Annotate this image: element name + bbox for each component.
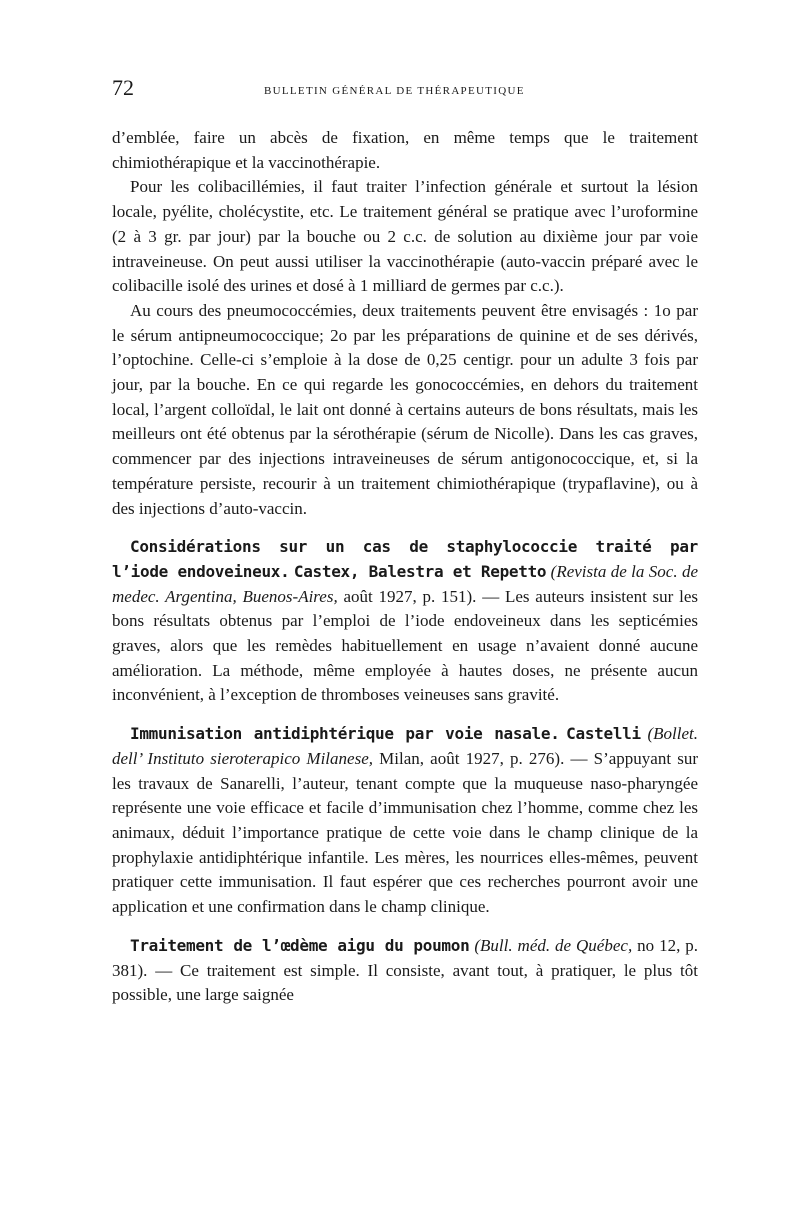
abstract-source: (Bull. méd. de Québec, <box>474 935 633 955</box>
document-page <box>112 76 698 1008</box>
page-number: 72 <box>112 75 134 100</box>
abstract-text: — Les auteurs insistent sur les bons résultats obtenus par l’emploi de l’iode endoveineux dans les septicémies graves, alors que les remèdes habituellement en usage n’avaient donné aucune amélioration. La méthode, même employée à hautes doses, ne présente aucun inconvénient, à l’exception de thromboses veineuses sans gravité. <box>112 586 698 705</box>
running-title: BULLETIN GÉNÉRAL DE THÉRAPEUTIQUE <box>264 85 525 97</box>
abstract-citation: août 1927, p. 151). <box>343 586 477 606</box>
abstract-oedeme <box>112 934 698 1008</box>
abstract-citation: Milan, août 1927, p. 276). <box>379 748 565 768</box>
abstract-staphylococcie <box>112 535 698 708</box>
abstract-citation: no 12, p. 381). <box>112 935 699 980</box>
paragraph-continuation: d’emblée, faire un abcès de fixation, en même temps que le traitement chimiothérapique et la vaccinothérapie. <box>112 128 698 172</box>
abstract-title: Traitement de l’œdème aigu du poumon <box>130 935 470 955</box>
abstract-authors: Castex, Balestra et Repetto <box>293 561 547 581</box>
paragraph-colibacillemies: Pour les colibacillémies, il faut traiter l’infection générale et surtout la lésion locale, pyélite, cholécystite, etc. Le traitement général se pratique avec l’uroformine (2 à 3 gr. par jour) par la bouche ou 2 c.c. de solution au dixième jour par voie intraveineuse. On peut aussi utiliser la vaccinothérapie (auto-vaccin préparé avec le colibacille isolé des urines et dosé à 1 milliard de germes par c.c.). <box>112 177 698 296</box>
body-text <box>112 126 698 1008</box>
page-header <box>112 76 698 106</box>
abstract-title: Considérations sur un cas de staphylococcie traité par l’iode endoveineux. <box>112 537 698 581</box>
abstract-source: (Bollet. dell’ Instituto sieroterapico Milanese, <box>112 724 698 768</box>
abstract-authors: Castelli <box>566 724 641 744</box>
abstract-source: (Revista de la Soc. de medec. Argentina, Buenos-Aires, <box>112 561 699 606</box>
abstract-text: — Ce traitement est simple. Il consiste, avant tout, à pratiquer, le plus tôt possible, une large saignée <box>112 960 698 1005</box>
abstract-text: — S’appuyant sur les travaux de Sanarelli, l’auteur, tenant compte que la muqueuse naso-pharyngée représente une voie efficace et facile d’immunisation chez l’homme, comme chez les animaux, déduit l’importance pratique de cette voie dans le champ clinique de la prophylaxie antidiphtérique infantile. Les mères, les nourrices elles-mêmes, peuvent pratiquer cette immunisation. Il faut espérer que ces recherches pourront avoir une application et une confirmation dans le champ clinique. <box>112 748 699 917</box>
abstract-immunisation <box>112 722 698 920</box>
paragraph-pneumococcemies: Au cours des pneumococcémies, deux traitements peuvent être envisagés : 1o par le sérum antipneumococcique; 2o par les préparations de quinine et de ses dérivés, l’optochine. Celle-ci s’emploie à la dose de 0,25 centigr. pour un adulte 3 fois par jour, par la bouche. En ce qui regarde les gonococcémies, en dehors du traitement local, l’argent colloïdal, le lait ont donné à certains auteurs de bons résultats, mais les meilleurs ont été obtenus par la sérothérapie (sérum de Nicolle). Dans les cas graves, commencer par des injections intraveineuses de sérum antigonococcique, et, si la température persiste, recourir à un traitement chimiothérapique (trypaflavine), ou à des injections d’auto-vaccin. <box>112 300 698 518</box>
abstract-title: Immunisation antidiphtérique par voie nasale. <box>130 724 560 744</box>
